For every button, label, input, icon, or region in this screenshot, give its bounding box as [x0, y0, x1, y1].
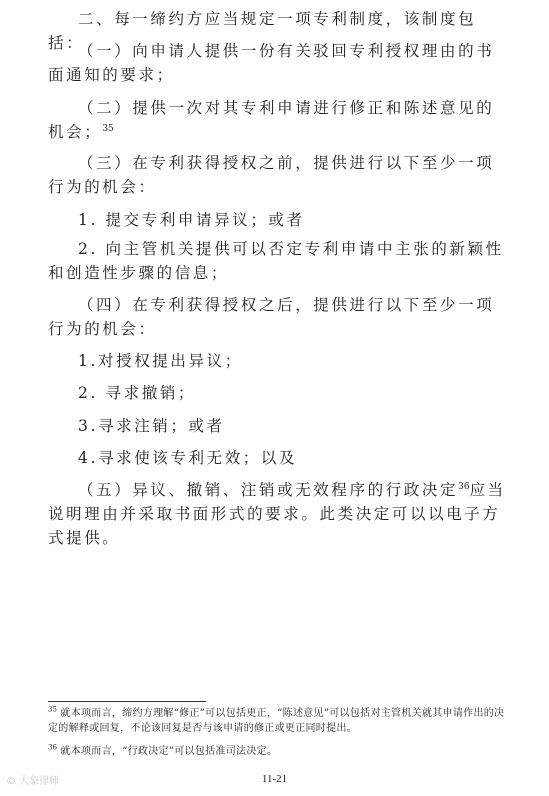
- watermark: © 大象律师: [6, 776, 60, 787]
- paragraph-2-intro: 二、每一缔约方应当规定一项专利制度，该制度包括：: [48, 10, 477, 52]
- paragraph-item-4: （四）在专利获得授权之后，提供进行以下至少一项行为的机会：: [48, 296, 495, 338]
- footnote-36: $^{36}$ 就本项而言，“行政决定”可以包括准司法决定。: [48, 743, 278, 757]
- paragraph-item-1: （一）向申请人提供一份有关驳回专利授权理由的书面通知的要求；: [48, 42, 495, 84]
- footnote-separator: [48, 701, 206, 702]
- subitem-4-1: 1.对授权提出异议；: [78, 352, 243, 370]
- paragraph-item-5: （五）异议、撤销、注销或无效程序的行政决定$^{36}$应当说明理由并采取书面形式的要求。此类决定可以以电子方式提供。: [48, 481, 506, 547]
- subitem-4-2: 2. 寻求撤销；: [78, 384, 197, 402]
- subitem-4-4: 4.寻求使该专利无效；以及: [78, 449, 298, 467]
- footnote-ref-36[interactable]: 36: [458, 481, 470, 492]
- subitem-4-3: 3.寻求注销；或者: [78, 417, 225, 435]
- paragraph-item-3: （三）在专利获得授权之前，提供进行以下至少一项行为的机会：: [48, 154, 495, 196]
- footnote-35: $^{35}$ 就本项而言，缔约方理解“修正”可以包括更正，“陈述意见”可以包括对主管机关就其申请作出的决定的解释或回复，不论该回复是否与该申请的修正或更正同时提出。: [48, 705, 505, 734]
- page-number: 11-21: [261, 773, 288, 785]
- footnote-ref-35[interactable]: 35: [102, 123, 114, 134]
- subitem-3-2: 2. 向主管机关提供可以否定专利申请中主张的新颖性和创造性步骤的信息；: [48, 240, 504, 282]
- subitem-3-1: 1. 提交专利申请异议；或者: [78, 211, 305, 229]
- paragraph-item-2: （二）提供一次对其专利申请进行修正和陈述意见的机会；$^{35}$: [48, 99, 495, 141]
